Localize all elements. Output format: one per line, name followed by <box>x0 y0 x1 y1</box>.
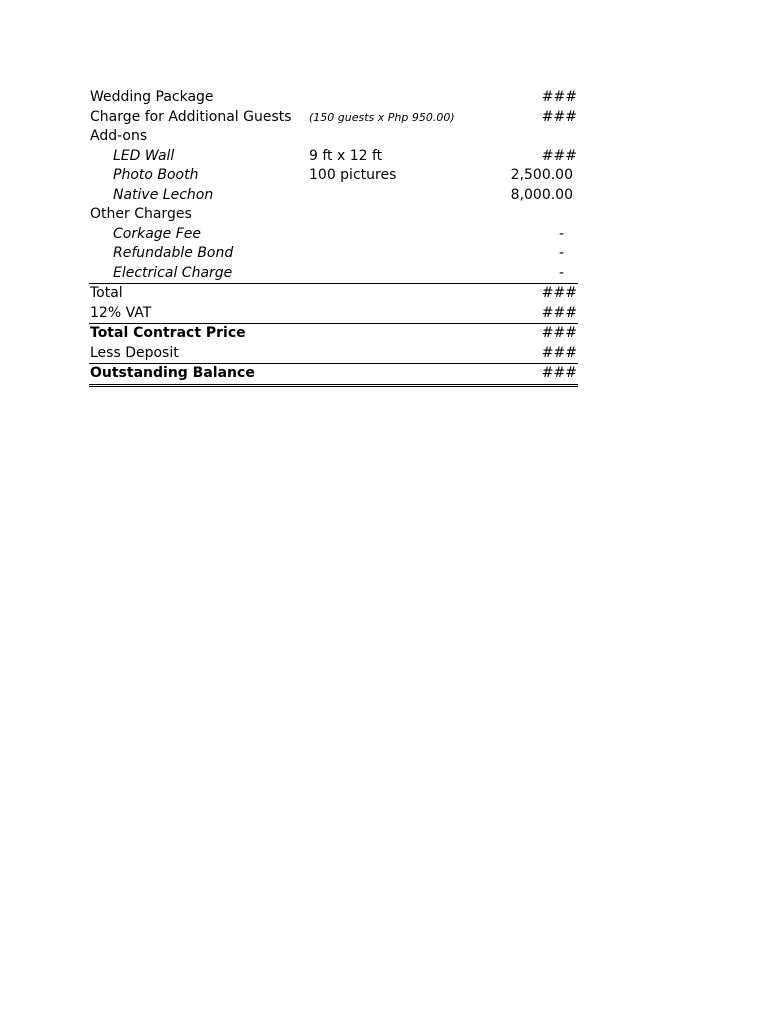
row-additional-guests <box>89 108 578 128</box>
row-label: Photo Booth <box>113 167 199 183</box>
row-label: Corkage Fee <box>113 225 202 242</box>
row-amount: ### <box>541 325 577 341</box>
row-label: Outstanding Balance <box>90 365 255 381</box>
row-description: (150 guests x Php 950.00) <box>309 110 455 124</box>
section-label: Add-ons <box>90 128 148 144</box>
row-description: 100 pictures <box>309 167 397 183</box>
row-amount: 2,500.00 <box>510 167 573 183</box>
row-label: Refundable Bond <box>113 245 234 261</box>
row-label: Total <box>90 285 123 301</box>
billing-statement <box>89 88 578 387</box>
row-label: 12% VAT <box>90 304 152 321</box>
row-led-wall <box>89 147 578 167</box>
row-label: Wedding Package <box>90 89 214 105</box>
row-amount: ### <box>541 344 577 361</box>
row-photo-booth <box>89 166 578 186</box>
row-native-lechon <box>89 186 578 206</box>
row-amount: - <box>558 225 564 242</box>
row-outstanding-balance <box>89 363 578 387</box>
row-add-ons-header <box>89 127 578 147</box>
row-vat <box>89 304 578 324</box>
row-amount: ### <box>541 147 577 164</box>
row-wedding-package <box>89 88 578 108</box>
row-refundable-bond <box>89 244 578 264</box>
row-label: Native Lechon <box>113 186 214 203</box>
row-total-contract-price <box>89 323 578 344</box>
row-less-deposit <box>89 344 578 364</box>
section-label: Other Charges <box>90 206 192 222</box>
row-amount: 8,000.00 <box>510 186 573 203</box>
row-label: Total Contract Price <box>90 325 246 341</box>
row-amount: - <box>558 264 564 281</box>
row-amount: ### <box>541 304 577 321</box>
row-label: Less Deposit <box>90 344 179 361</box>
row-amount: ### <box>541 89 577 105</box>
row-amount: ### <box>541 365 577 381</box>
row-other-charges-header <box>89 205 578 225</box>
row-amount: ### <box>541 285 577 301</box>
row-label: Charge for Additional Guests <box>90 108 292 125</box>
row-amount: - <box>558 245 564 261</box>
row-description: 9 ft x 12 ft <box>309 147 383 164</box>
row-corkage-fee <box>89 225 578 245</box>
row-amount: ### <box>541 108 577 125</box>
row-label: LED Wall <box>113 147 175 164</box>
row-label: Electrical Charge <box>113 264 233 281</box>
row-electrical-charge <box>89 264 578 284</box>
row-total <box>89 283 578 304</box>
